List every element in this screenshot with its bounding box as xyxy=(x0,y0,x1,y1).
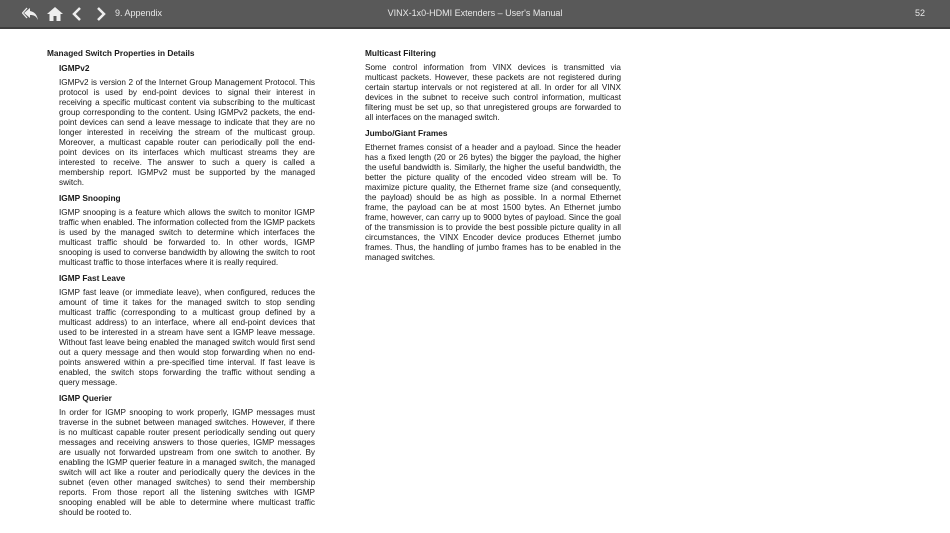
section-multicast-filtering xyxy=(365,48,621,123)
paragraph-igmp-snooping: IGMP snooping is a feature which allows the switch to monitor IGMP traffic when enabled. The information collected from the IGMP packets is used by the managed switch to determine which interfaces the multicast traffic should be forwarded to. In other words, IGMP snooping is used to converse bandwidth by allowing the switch to root multicast traffic to those interfaces where it is really required. xyxy=(59,208,315,267)
right-column xyxy=(365,48,621,268)
page-heading: Managed Switch Properties in Details xyxy=(47,48,195,58)
section-heading-igmp-fast-leave: IGMP Fast Leave xyxy=(59,273,126,283)
home-icon[interactable] xyxy=(46,5,64,23)
section-igmp-fast-leave xyxy=(59,273,315,388)
document-title: VINX-1x0-HDMI Extenders – User's Manual xyxy=(387,8,563,18)
paragraph-igmp-querier: In order for IGMP snooping to work properly, IGMP messages must traverse in the subnet between managed switches. However, if there is no multicast capable router present periodically sending out query messages and receiving answers to those queries, IGMP messages are usually not forwarded upstream from one switch to another. By enabling the IGMP querier feature in a managed switch, the managed switch will act like a router and periodically query the devices in the subnet (even other managed switches) to send their membership reports. From those report all the listening switches with IGMP snooping enabled will be able to determine where multicast traffic should be rooted to. xyxy=(59,408,315,517)
section-igmp-snooping xyxy=(59,193,315,268)
section-heading-igmp-snooping: IGMP Snooping xyxy=(59,193,121,203)
section-heading-igmpv2: IGMPv2 xyxy=(59,63,90,73)
section-igmp-querier xyxy=(59,393,315,518)
page-number: 52 xyxy=(914,8,925,18)
paragraph-multicast-filtering: Some control information from VINX devices is transmitted via multicast packets. However, these packets are not registered during certain startup intervals or not registered at all. In order for all VINX devices in the subnet to receive such control information, multicast filtering must be set up, so that unregistered groups are forwarded to all interfaces on the managed switch. xyxy=(365,63,621,122)
section-heading-multicast-filtering: Multicast Filtering xyxy=(365,48,436,58)
back-icon[interactable] xyxy=(22,5,40,23)
section-breadcrumb[interactable]: 9. Appendix xyxy=(115,8,163,18)
paragraph-igmp-fast-leave: IGMP fast leave (or immediate leave), when configured, reduces the amount of time it takes for the managed switch to stop sending multicast traffic (corresponding to a multicast group defined by a multicast address) to an interface, where all end-point devices that used to be interested in a stream have sent a IGMP leave message. Without fast leave being enabled the managed switch would first send out a query message and then would stop forwarding when no end-points answered within a pre-specified time interval. If fast leave is enabled, the switch stops forwarding the traffic without sending a query message. xyxy=(59,288,315,387)
chevron-right-icon[interactable] xyxy=(94,5,112,23)
section-jumbo-frames xyxy=(365,128,621,263)
left-column xyxy=(47,48,315,523)
section-heading-igmp-querier: IGMP Querier xyxy=(59,393,112,403)
paragraph-igmpv2: IGMPv2 is version 2 of the Internet Group Management Protocol. This protocol is used by end-point devices to signal their interest in receiving a specific multicast content via subscribing to the multicast group corresponding to the content. Using IGMPv2 packets, the end-point devices can send a leave message to indicate that they are no longer interested in receiving the stream of the multicast group. Moreover, a multicast capable router can periodically poll the end-point devices on its interfaces which multicast streams they are interested to receive. The answer to such a query is called a membership report. IGMPv2 must be supported by the managed switch. xyxy=(59,78,315,187)
top-navigation-bar xyxy=(0,0,950,29)
paragraph-jumbo-frames: Ethernet frames consist of a header and a payload. Since the header has a fixed length (20 or 26 bytes) the bigger the payload, the higher the useful bandwidth is. Similarly, the higher the useful bandwidth, the better the picture quality of the encoded video stream will be. To maximize picture quality, the Ethernet frame size (and consequently, the payload) should be as high as possible. In a normal Ethernet frame, the payload can be at most 1500 bytes. An Ethernet jumbo frame, however, can carry up to 9000 bytes of payload. Since the goal of the transmission is to provide the best possible picture quality in all circumstances, the VINX Encoder device produces Ethernet jumbo frames. Thus, the handling of jumbo frames has to be enabled in the managed switches. xyxy=(365,143,621,262)
section-heading-jumbo-frames: Jumbo/Giant Frames xyxy=(365,128,448,138)
section-igmpv2 xyxy=(59,63,315,188)
chevron-left-icon[interactable] xyxy=(70,5,88,23)
